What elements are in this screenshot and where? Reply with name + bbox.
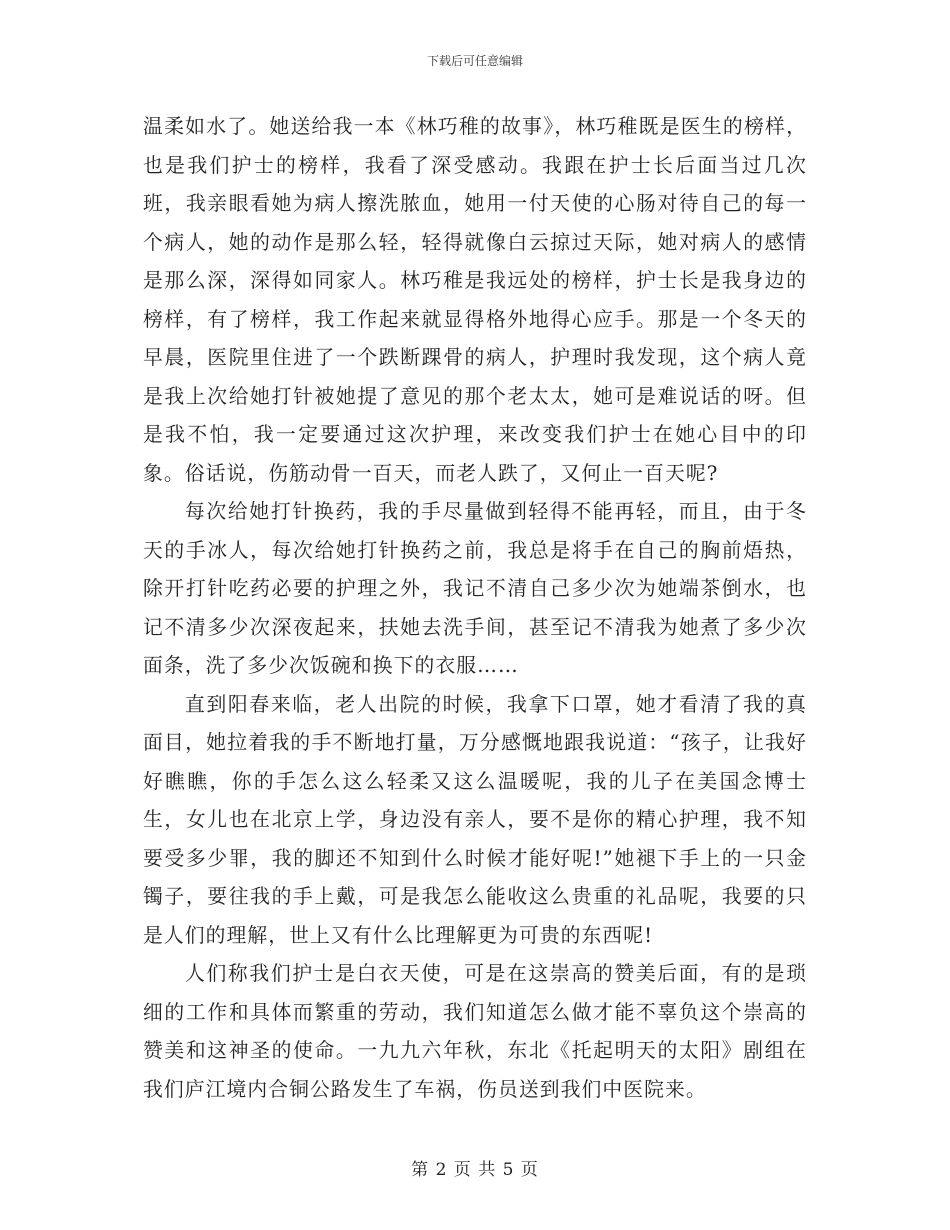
paragraph: 人们称我们护士是白衣天使，可是在这崇高的赞美后面，有的是琐细的工作和具体而繁重的劳动，我们知道怎么做才能不辜负这个崇高的赞美和这神圣的使命。一九九六年秋，东北《托起明天的太阳》剧组在我们庐江境内合铜公路发生了车祸，伤员送到我们中医院来。 — [143, 962, 807, 1101]
document-body — [143, 108, 807, 1109]
paragraph: 直到阳春来临，老人出院的时候，我拿下口罩，她才看清了我的真面目，她拉着我的手不断地打量，万分感慨地跟我说道：“孩子，让我好好瞧瞧，你的手怎么这么轻柔又这么温暖呢，我的儿子在美国念博士生，女儿也在北京上学，身边没有亲人，要不是你的精心护理，我不知要受多少罪，我的脚还不知到什么时候才能好呢!”她褪下手上的一只金镯子，要往我的手上戴，可是我怎么能收这么贵重的礼品呢，我要的只是人们的理解，世上又有什么比理解更为可贵的东西呢! — [143, 692, 807, 947]
paragraph: 温柔如水了。她送给我一本《林巧稚的故事》，林巧稚既是医生的榜样，也是我们护士的榜样，我看了深受感动。我跟在护士长后面当过几次班，我亲眼看她为病人擦洗脓血，她用一付天使的心肠对待自己的每一个病人，她的动作是那么轻，轻得就像白云掠过天际，她对病人的感情是那么深，深得如同家人。林巧稚是我远处的榜样，护士长是我身边的榜样，有了榜样，我工作起来就显得格外地得心应手。那是一个冬天的早晨，医院里住进了一个跌断踝骨的病人，护理时我发现，这个病人竟是我上次给她打针被她提了意见的那个老太太，她可是难说话的呀。但是我不怕，我一定要通过这次护理，来改变我们护士在她心目中的印象。俗话说，伤筋动骨一百天，而老人跌了，又何止一百天呢? — [143, 115, 807, 485]
page-header: 下载后可任意编辑 — [426, 54, 523, 68]
paragraph: 每次给她打针换药，我的手尽量做到轻得不能再轻，而且，由于冬天的手冰人，每次给她打针换药之前，我总是将手在自己的胸前焐热，除开打针吃药必要的护理之外，我记不清自己多少次为她端茶倒水，也记不清多少次深夜起来，扶她去洗手间，甚至记不清我为她煮了多少次面条，洗了多少次饭碗和换下的衣服…… — [143, 500, 807, 677]
page-number: 第 2 页 共 5 页 — [411, 1160, 539, 1180]
